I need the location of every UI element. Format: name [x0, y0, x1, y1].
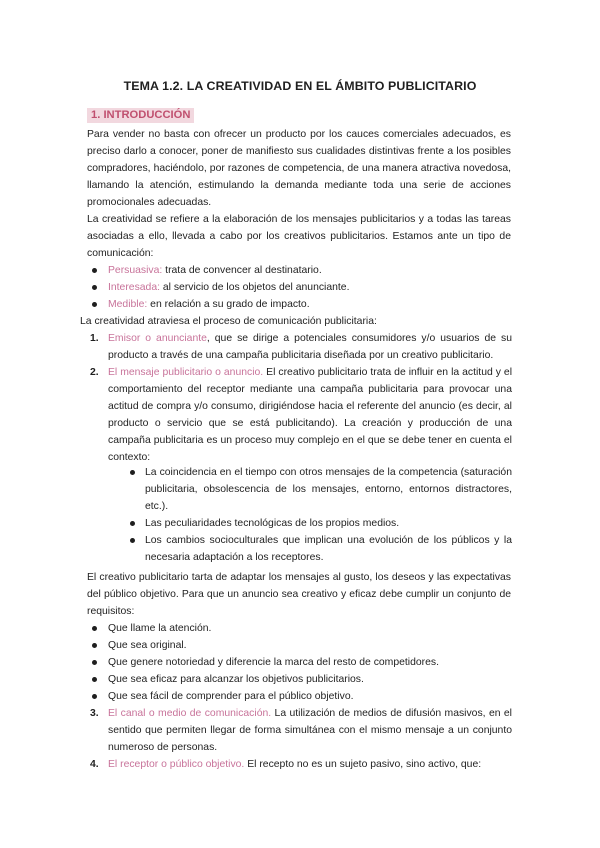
comm-text: en relación a su grado de impacto.	[147, 299, 310, 310]
comm-bullet	[108, 296, 310, 313]
step-term: Emisor o anunciante	[108, 333, 207, 344]
context-bullet	[145, 464, 512, 515]
comm-text: trata de convencer al destinatario.	[162, 265, 322, 276]
step-text: El recepto no es un sujeto pasivo, sino activo, que:	[244, 759, 482, 770]
section-heading: 1. INTRODUCCIÓN	[87, 108, 194, 123]
requisites-paragraph-text: El creativo publicitario tarta de adaptar los mensajes al gusto, los deseos y las expectativas del público objetivo. Para que un anuncio sea creativo y eficaz debe cumplir un conjunto de requisitos:	[87, 572, 511, 617]
bullet-dot	[92, 302, 97, 307]
process-intro	[80, 313, 520, 330]
comm-term: Interesada:	[108, 282, 160, 293]
process-intro-text: La creatividad atraviesa el proceso de comunicación publicitaria:	[80, 316, 377, 327]
creativity-paragraph-text: La creatividad se refiere a la elaboración de los mensajes publicitarios y a todas las tareas asociadas a ello, llevada a cabo por los creativos publicitarios. Estamos ante un tipo de comunicación:	[87, 214, 511, 259]
step-text: La utilización de medios de difusión masivos, en el sentido que permiten llegar de forma simultánea con el mismo mensaje a un conjunto numeroso de personas.	[108, 708, 512, 753]
creativity-paragraph	[87, 211, 511, 262]
bullet-dot	[92, 626, 97, 631]
bullet-dot	[130, 538, 135, 543]
step-number: 3.	[90, 708, 99, 719]
bullet-dot	[92, 268, 97, 273]
step-text: , que se dirige a potenciales consumidores y/o usuarios de su producto a través de una campaña publicitaria diseñada por un creativo publicitario.	[108, 333, 512, 361]
bullet-dot	[92, 660, 97, 665]
context-bullet-text: Las peculiaridades tecnológicas de los propios medios.	[145, 518, 400, 529]
requisite-item: Que sea eficaz para alcanzar los objetivos publicitarios.	[108, 674, 364, 685]
comm-term: Persuasiva:	[108, 265, 163, 276]
comm-bullet	[108, 279, 349, 296]
step-number: 2.	[90, 367, 99, 378]
comm-text: al servicio de los objetos del anunciante.	[160, 282, 350, 293]
context-bullet-text: La coincidencia en el tiempo con otros mensajes de la competencia (saturación publicitaria, obsolescencia de los mensajes, entorno, entornos distractores, etc.).	[145, 467, 512, 512]
step-term: El receptor o público objetivo.	[108, 759, 245, 770]
bullet-dot	[130, 521, 135, 526]
requisites-paragraph	[87, 569, 511, 620]
step-4	[108, 756, 512, 773]
step-term: El mensaje publicitario o anuncio.	[108, 367, 264, 378]
bullet-dot	[92, 285, 97, 290]
bullet-dot	[130, 470, 135, 475]
intro-paragraph	[87, 126, 511, 211]
step-number: 1.	[90, 333, 99, 344]
requisite-item: Que genere notoriedad y diferencie la marca del resto de competidores.	[108, 657, 439, 668]
comm-term: Medible:	[108, 299, 148, 310]
requisite-item: Que sea fácil de comprender para el público objetivo.	[108, 691, 354, 702]
context-bullet	[145, 515, 512, 532]
step-number: 4.	[90, 759, 99, 770]
comm-bullet	[108, 262, 322, 279]
bullet-dot	[92, 643, 97, 648]
step-2	[108, 364, 512, 466]
step-1	[108, 330, 512, 364]
bullet-dot	[92, 677, 97, 682]
page-title: TEMA 1.2. LA CREATIVIDAD EN EL ÁMBITO PUBLICITARIO	[123, 79, 477, 93]
context-bullet-text: Los cambios socioculturales que implican una evolución de los públicos y la necesaria adaptación a los receptores.	[145, 535, 512, 563]
bullet-dot	[92, 694, 97, 699]
context-bullet	[145, 532, 512, 566]
step-term: El canal o medio de comunicación.	[108, 708, 272, 719]
step-3	[108, 705, 512, 756]
requisite-item: Que sea original.	[108, 640, 187, 651]
intro-paragraph-text: Para vender no basta con ofrecer un producto por los cauces comerciales adecuados, es preciso darlo a conocer, poner de manifiesto sus cualidades distintivas frente a los posibles compradores, haciéndolo, por razones de competencia, de una manera atractiva novedosa, llamando la atención, estimulando la demanda mediante toda una serie de acciones promocionales adecuadas.	[87, 129, 511, 208]
step-text: El creativo publicitario trata de influir en la actitud y el comportamiento del receptor mediante una campaña publicitaria para provocar una actitud de compra y/o consumo, dirigiéndose hacia el referente del anuncio (es decir, al producto o servicio que se está publicitando). La creación y producción de una campaña publicitaria es un proceso muy complejo en el que se debe tener en cuenta el contexto:	[108, 367, 512, 463]
requisite-item: Que llame la atención.	[108, 623, 212, 634]
